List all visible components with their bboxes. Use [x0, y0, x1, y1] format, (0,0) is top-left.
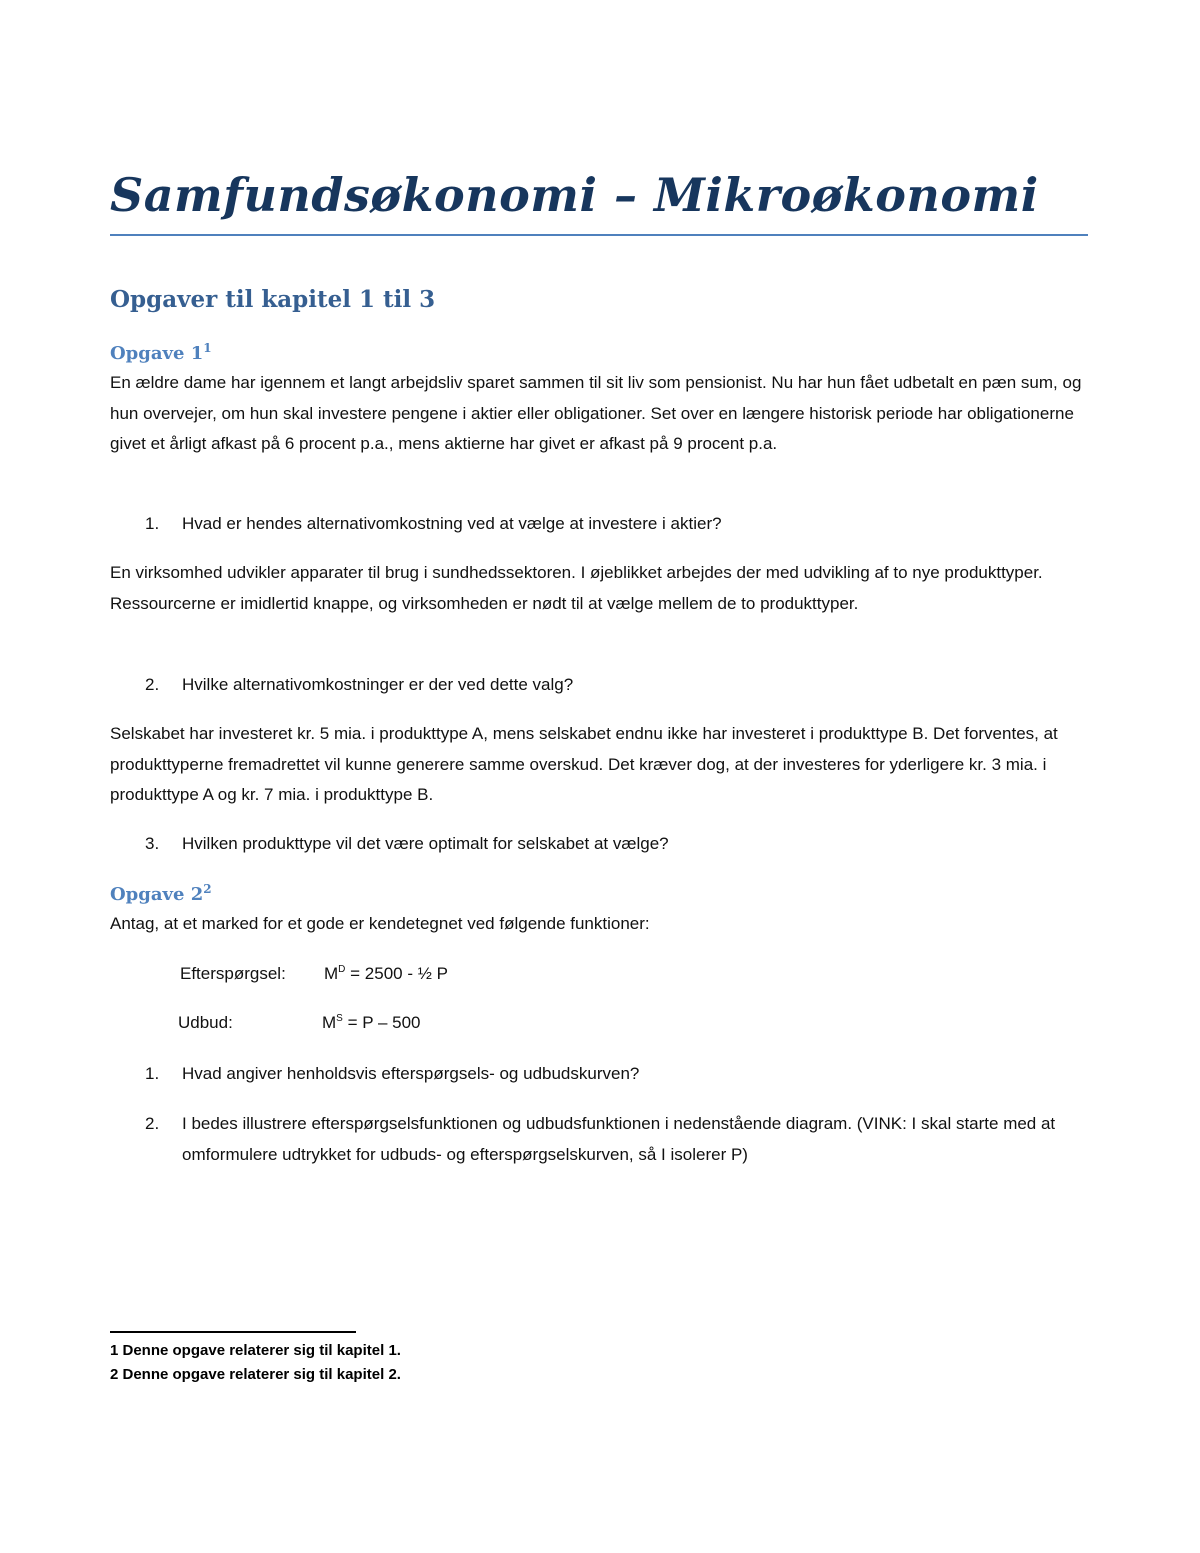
supply-equation — [322, 1013, 421, 1033]
section-heading: Opgaver til kapitel 1 til 3 — [110, 286, 436, 313]
supply-label: Udbud: — [178, 1013, 233, 1032]
opgave-2-intro: Antag, at et marked for et gode er kendetegnet ved følgende funktioner: — [110, 914, 650, 933]
opgave-1-heading — [110, 341, 212, 364]
demand-variable: M — [324, 964, 339, 983]
demand-equation — [324, 964, 448, 984]
question-text: Hvad er hendes alternativomkostning ved at vælge at investere i aktier? — [182, 514, 722, 533]
opgave-1-heading-text: Opgave 1 — [110, 343, 204, 364]
demand-expression: = 2500 - ½ P — [345, 964, 448, 983]
demand-label: Efterspørgsel: — [180, 964, 286, 983]
question-text: Hvad angiver henholdsvis efterspørgsels- og udbudskurven? — [182, 1064, 640, 1083]
opgave-1-paragraph-3: Selskabet har investeret kr. 5 mia. i produkttype A, mens selskabet endnu ikke har investeret i produkttype B. Det forventes, at produkttyperne fremadrettet vil kunne generere samme overskud. Det kræver dog, at der investeres for yderligere kr. 3 mia. i produkttype A og kr. 7 mia. i produkttype B. — [110, 724, 1058, 804]
footnote-ref-1[interactable]: 1 — [203, 341, 212, 355]
title-underline — [110, 234, 1088, 236]
supply-expression: = P – 500 — [342, 1013, 421, 1032]
footnote-separator — [110, 1331, 356, 1333]
question-text: Hvilken produkttype vil det være optimalt for selskabet at vælge? — [182, 834, 669, 853]
question-number: 3. — [145, 834, 160, 853]
supply-variable: M — [322, 1013, 337, 1032]
opgave-2-heading-text: Opgave 2 — [110, 884, 204, 905]
opgave-1-paragraph-2: En virksomhed udvikler apparater til brug i sundhedssektoren. I øjeblikket arbejdes der med udvikling af to nye produkttyper. Ressourcerne er imidlertid knappe, og virksomheden er nødt til at vælge mellem de to produkttyper. — [110, 563, 1043, 613]
question-text: Hvilke alternativomkostninger er der ved dette valg? — [182, 675, 574, 694]
opgave-1-intro: En ældre dame har igennem et langt arbejdsliv sparet sammen til sit liv som pensionist. Nu har hun fået udbetalt en pæn sum, og hun overvejer, om hun skal investere pengene i aktier eller obligationer. Set over en længere historisk periode har obligationerne givet et årligt afkast på 6 procent p.a., mens aktierne har givet er afkast på 9 procent p.a. — [110, 373, 1082, 453]
demand-superscript: D — [338, 964, 346, 975]
opgave-2-heading — [110, 882, 212, 905]
footnote-1: 1 Denne opgave relaterer sig til kapitel 1. — [110, 1342, 401, 1359]
footnote-ref-2[interactable]: 2 — [203, 882, 212, 896]
document-title: Samfundsøkonomi – Mikroøkonomi — [110, 168, 1039, 222]
supply-superscript: S — [336, 1013, 343, 1024]
question-number: 2. — [145, 675, 160, 694]
question-number: 1. — [145, 514, 160, 533]
question-number: 1. — [145, 1064, 160, 1083]
question-text: I bedes illustrere efterspørgselsfunktionen og udbudsfunktionen i nedenstående diagram. (VINK: I skal starte med at omformulere udtrykket for udbuds- og efterspørgselskurven, så I isolerer P) — [182, 1114, 1056, 1164]
question-number: 2. — [145, 1114, 160, 1133]
footnote-2: 2 Denne opgave relaterer sig til kapitel 2. — [110, 1366, 401, 1383]
